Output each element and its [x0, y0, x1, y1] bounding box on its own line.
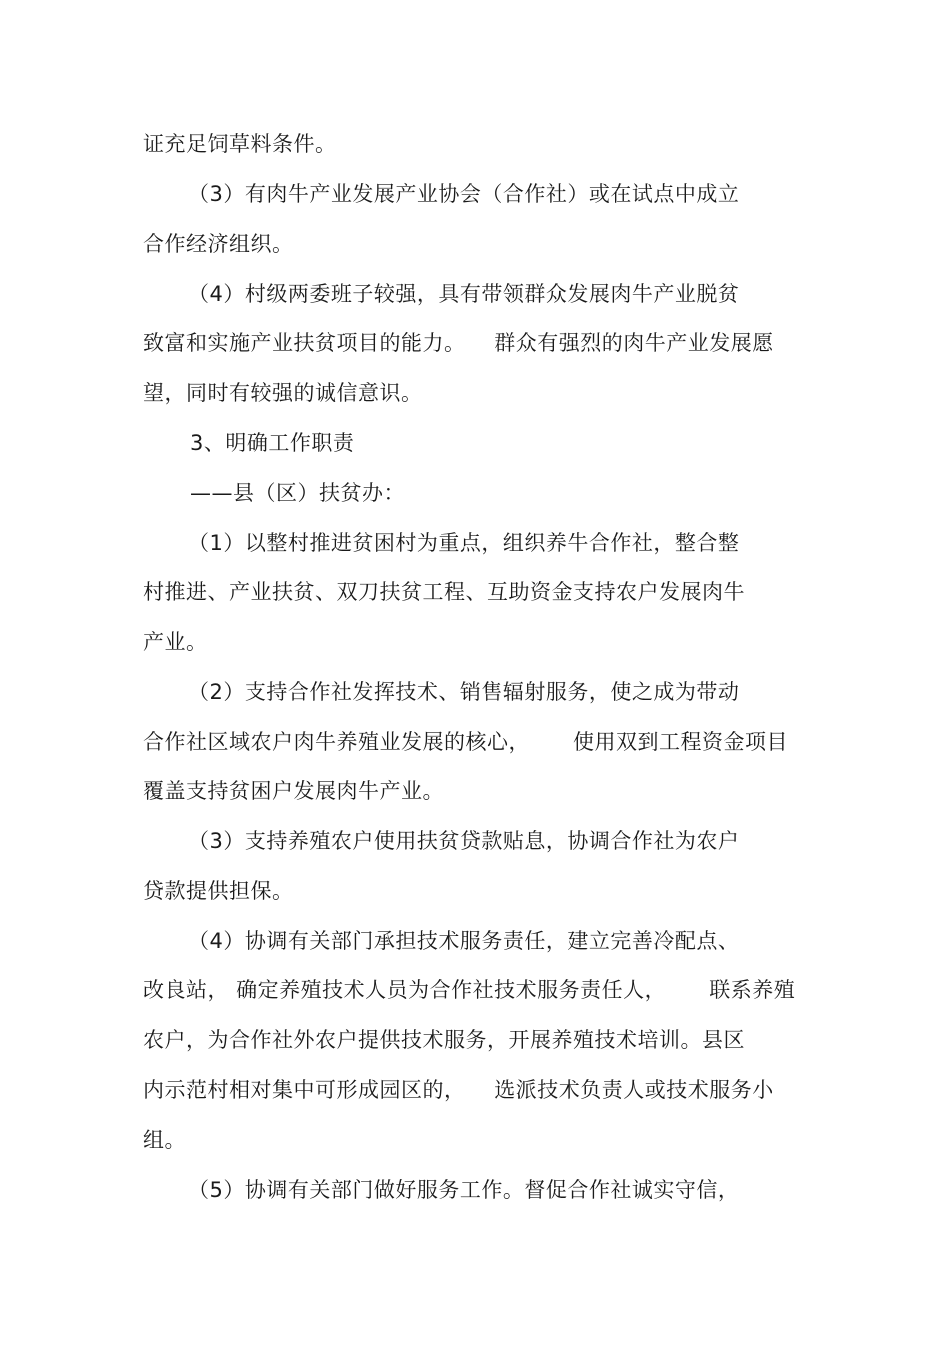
text-line: （4）村级两委班子较强，具有带领群众发展肉牛产业脱贫 [188, 282, 740, 306]
text-line: 贷款提供担保。 [143, 879, 294, 903]
text-line: 改良站， 确定养殖技术人员为合作社技术服务责任人， 联系养殖 [143, 978, 796, 1002]
subsection-heading: ——县（区）扶贫办： [190, 481, 405, 505]
text-line: （5）协调有关部门做好服务工作。督促合作社诚实守信， [188, 1178, 740, 1202]
text-line: 致富和实施产业扶贫项目的能力。 群众有强烈的肉牛产业发展愿 [143, 331, 774, 355]
text-line: （3）有肉牛产业发展产业协会（合作社）或在试点中成立 [188, 182, 740, 206]
text-line: 覆盖支持贫困户发展肉牛产业。 [143, 779, 444, 803]
text-line: 合作社区域农户肉牛养殖业发展的核心， 使用双到工程资金项目 [143, 730, 789, 754]
text-line: 内示范村相对集中可形成园区的， 选派技术负责人或技术服务小 [143, 1078, 774, 1102]
section-heading: 3、明确工作职责 [190, 431, 355, 455]
text-line: 望，同时有较强的诚信意识。 [143, 381, 423, 405]
text-line: 证充足饲草料条件。 [143, 132, 337, 156]
text-line: （2）支持合作社发挥技术、销售辐射服务，使之成为带动 [188, 680, 740, 704]
text-line: 产业。 [143, 630, 208, 654]
text-line: （1）以整村推进贫困村为重点，组织养牛合作社，整合整 [188, 531, 740, 555]
text-line: 组。 [143, 1128, 186, 1152]
text-line: （4）协调有关部门承担技术服务责任，建立完善冷配点、 [188, 929, 740, 953]
text-line: 村推进、产业扶贫、双刀扶贫工程、互助资金支持农户发展肉牛 [143, 580, 745, 604]
text-line: 农户，为合作社外农户提供技术服务，开展养殖技术培训。县区 [143, 1028, 745, 1052]
text-line: 合作经济组织。 [143, 232, 294, 256]
text-line: （3）支持养殖农户使用扶贫贷款贴息，协调合作社为农户 [188, 829, 740, 853]
